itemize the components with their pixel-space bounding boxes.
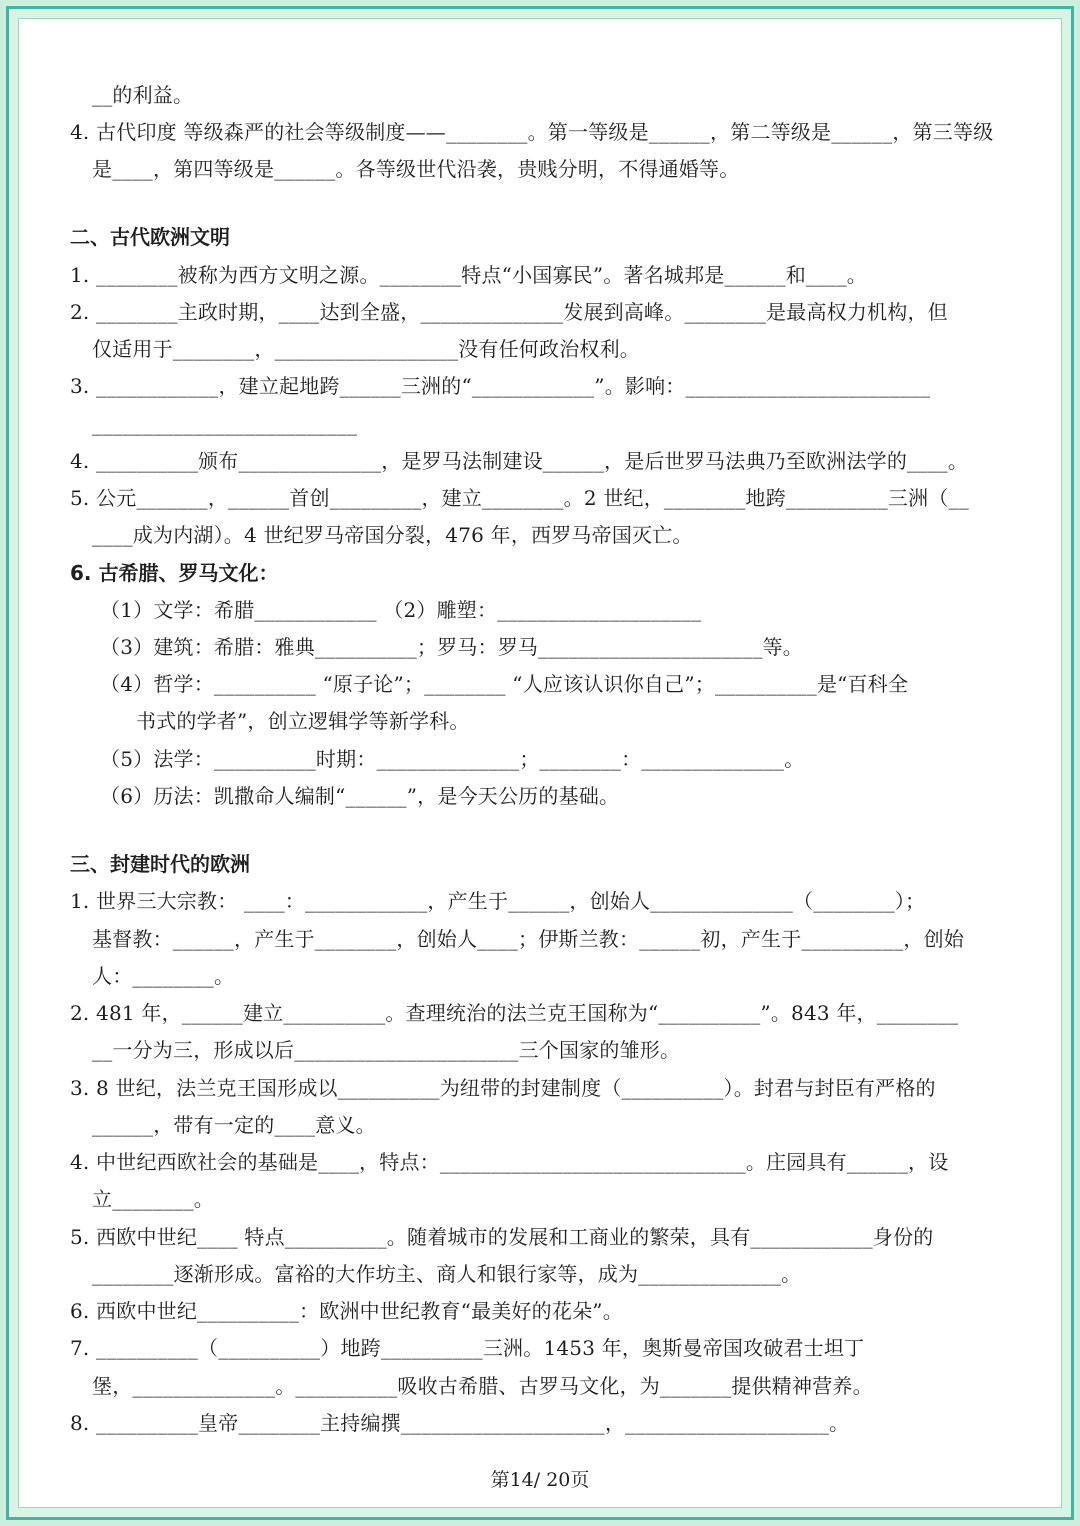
section-heading-2: 二、古代欧洲文明 — [70, 225, 230, 249]
question-1: 1. ________被称为西方文明之源。________特点“小国寡民”。著名城邦是______和____。 — [70, 263, 867, 287]
page-number: 第14/ 20页 — [490, 1469, 590, 1491]
section-heading-3: 三、封建时代的欧洲 — [70, 852, 250, 876]
culture-item-4: （4）哲学：__________ “原子论”；________ “人应该认识你自己”；__________是“百科全 — [100, 672, 909, 696]
culture-item-3: （3）建筑：希腊：雅典__________；罗马：罗马______________________等。 — [100, 635, 803, 659]
question-6-heading: 6. 古希腊、罗马文化： — [70, 561, 279, 585]
text-line: ______，带有一定的____意义。 — [92, 1113, 376, 1137]
text-line: ________逐渐形成。富裕的大作坊主、商人和银行家等，成为______________。 — [92, 1262, 802, 1286]
question-7: 7. __________（__________）地跨__________三洲。1453 年，奥斯曼帝国攻破君士坦丁 — [70, 1336, 865, 1360]
question-4: 4. 古代印度 等级森严的社会等级制度——________。第一等级是______，第二等级是______，第三等级 — [70, 120, 994, 144]
question-4: 4. 中世纪西欧社会的基础是____，特点：______________________________。庄园具有______，设 — [70, 1150, 949, 1174]
question-6: 6. 西欧中世纪__________：欧洲中世纪教育“最美好的花朵”。 — [70, 1299, 623, 1323]
question-3: 3. ____________，建立起地跨______三洲的“____________”。影响：________________________ — [70, 374, 931, 398]
text-line: __一分为三，形成以后______________________三个国家的雏形。 — [92, 1038, 681, 1062]
text-line: __的利益。 — [92, 83, 194, 107]
text-line: 基督教：______，产生于________，创始人____；伊斯兰教：______初，产生于__________，创始 — [92, 927, 964, 951]
culture-item-6: （6）历法：凯撒命人编制“______”，是今天公历的基础。 — [100, 784, 620, 808]
question-5: 5. 西欧中世纪____ 特点__________。随着城市的发展和工商业的繁荣，具有____________身份的 — [70, 1225, 934, 1249]
question-2: 2. ________主政时期，____达到全盛，______________发展到高峰。________是最高权力机构，但 — [70, 300, 948, 324]
question-4: 4. __________颁布______________，是罗马法制建设______，是后世罗马法典乃至欧洲法学的____。 — [70, 449, 969, 473]
text-line: ____成为内湖）。4 世纪罗马帝国分裂，476 年，西罗马帝国灭亡。 — [92, 523, 693, 547]
text-line: __________________________ — [92, 412, 358, 436]
question-8: 8. __________皇帝________主持编撰____________________，____________________。 — [70, 1411, 850, 1435]
text-line: 是____，第四等级是______。各等级世代沿袭，贵贱分明，不得通婚等。 — [92, 157, 740, 181]
culture-item-1: （1）文学：希腊____________ （2）雕塑：____________________ — [100, 598, 702, 622]
question-1: 1. 世界三大宗教： ____：____________，产生于______，创始人______________（________）； — [70, 889, 926, 913]
text-line: 立________。 — [92, 1187, 214, 1211]
text-line: 人：________。 — [92, 964, 235, 988]
question-3: 3. 8 世纪，法兰克王国形成以__________为纽带的封建制度（__________）。封君与封臣有严格的 — [70, 1076, 936, 1100]
question-5: 5. 公元_______，______首创_________，建立________。2 世纪，________地跨__________三洲（__ — [70, 486, 969, 510]
question-2: 2. 481 年，______建立__________。查理统治的法兰克王国称为“__________”。843 年，________ — [70, 1001, 959, 1025]
text-line: 书式的学者”，创立逻辑学等新学科。 — [136, 709, 470, 733]
culture-item-5: （5）法学：__________时期：______________；________：______________。 — [100, 747, 805, 771]
text-line: 堡，______________。__________吸收古希腊、古罗马文化，为_______提供精神营养。 — [92, 1374, 873, 1398]
text-line: 仅适用于________，__________________没有任何政治权利。 — [92, 337, 640, 361]
